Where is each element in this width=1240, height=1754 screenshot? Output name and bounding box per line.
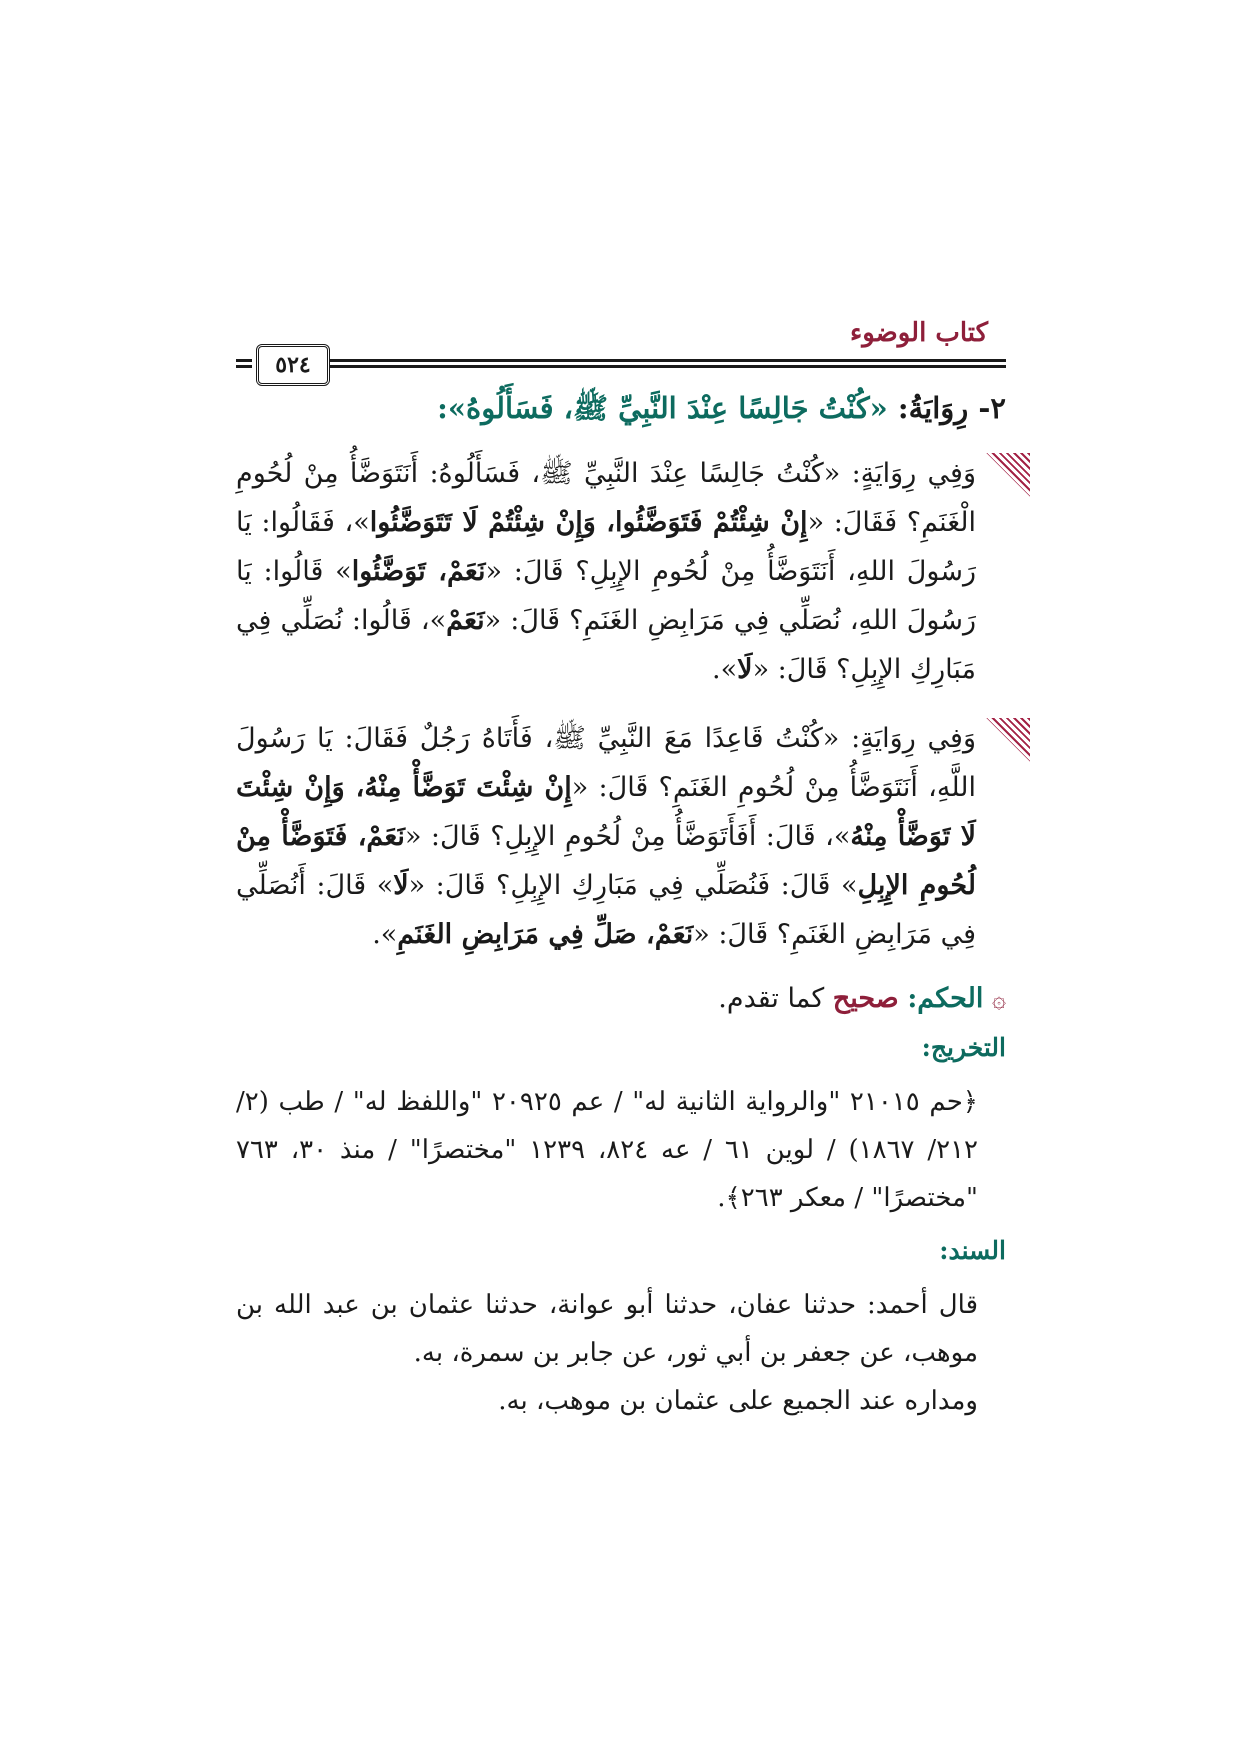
prophet-saying: إِنْ شِئْتَ تَوَضَّأْ مِنْهُ، وَإِنْ شِئْتَ لَا تَوَضَّأْ مِنْهُ <box>236 771 976 852</box>
section-label: رِوَايَةُ: <box>897 391 969 425</box>
prophet-saying: لَا <box>737 653 753 685</box>
section-number: ٢- <box>978 391 1006 425</box>
prophet-saying: نَعَمْ، تَوَضَّئُوا <box>351 555 486 587</box>
narration-text: »، فَقَالُوا: يَا رَسُولَ اللهِ، أَنَتَوَضَّأُ مِنْ لُحُومِ الإِبِلِ؟ قَالَ: « <box>236 506 976 587</box>
prophet-saying: نَعَمْ <box>446 604 485 636</box>
header-rule <box>268 359 1006 362</box>
takhrij-paragraph: ﴿حم ٢١٠١٥ "والرواية الثانية له" / عم ٢٠٩٢٥ "واللفظ له" / طب (٢/ ٢١٢/ ١٨٦٧) / لوين ٦١ / عه ٨٢٤، ١٢٣٩ "مختصرًا" / منذ ٣٠، ٧٦٣ "مختصرًا" / معكر ٢٦٣﴾. <box>236 1087 979 1214</box>
sanad-paragraph: ومداره عند الجميع على عثمان بن موهب، به. <box>498 1386 978 1417</box>
narration-text: ». <box>712 653 738 685</box>
page-header <box>236 318 1006 378</box>
takhrij-text <box>236 1078 1006 1222</box>
narration-block-2 <box>236 714 1006 959</box>
prophet-saying: نَعَمْ، فَتَوَضَّأْ مِنْ لُحُومِ الإِبِلِ <box>236 820 976 901</box>
section-heading <box>236 388 1006 429</box>
narration-text: »، قَالُوا: نُصَلِّي فِي مَبَارِكِ الإِبِلِ؟ قَالَ: « <box>236 604 976 685</box>
book-title: كتاب الوضوء <box>850 318 988 348</box>
narration-text: » قَالَ: فَنُصَلِّي فِي مَبَارِكِ الإِبِلِ؟ قَالَ: « <box>408 869 858 901</box>
narration-text: » قَالُوا: يَا رَسُولَ اللهِ، نُصَلِّي فِي مَرَابِضِ الغَنَمِ؟ قَالَ: « <box>236 555 976 636</box>
header-rule <box>268 365 1006 368</box>
prophet-saying: لَا <box>393 869 409 901</box>
page-number: ٥٢٤ <box>256 344 330 386</box>
sanad-text <box>236 1281 1006 1425</box>
verdict-grade: صحيح <box>832 982 899 1014</box>
section-quote: «كُنْتُ جَالِسًا عِنْدَ النَّبِيِّ ﷺ، فَسَأَلُوهُ»: <box>437 391 888 425</box>
corner-ornament-icon <box>986 453 1030 497</box>
takhrij-heading: التخريج: <box>921 1033 1006 1063</box>
page <box>236 318 1006 1425</box>
narration-text: » قَالَ: أَنُصَلِّي فِي مَرَابِضِ الغَنَمِ؟ قَالَ: « <box>236 869 976 950</box>
header-rule <box>236 359 252 362</box>
corner-ornament-icon <box>986 718 1030 762</box>
verdict-label: الحكم: <box>907 982 984 1014</box>
sanad-heading: السند: <box>939 1236 1006 1266</box>
narration-text: وَفِي رِوَايَةٍ: «كُنْتُ جَالِسًا عِنْدَ النَّبِيِّ ﷺ، فَسَأَلُوهُ: أَنَتَوَضَّأُ مِنْ لُحُومِ الْغَنَمِ؟ فَقَالَ: « <box>236 457 976 538</box>
narration-text: »، قَالَ: أَفَأَتَوَضَّأُ مِنْ لُحُومِ الإِبِلِ؟ قَالَ: « <box>404 820 851 852</box>
narration-text: ». <box>372 918 398 950</box>
narration-text: وَفِي رِوَايَةٍ: «كُنْتُ قَاعِدًا مَعَ النَّبِيِّ ﷺ، فَأَتَاهُ رَجُلٌ فَقَالَ: يَا رَسُولَ اللَّهِ، أَنَتَوَضَّأُ مِنْ لُحُومِ الغَنَمِ؟ قَالَ: « <box>236 722 976 803</box>
prophet-saying: إِنْ شِئْتُمْ فَتَوَضَّئُوا، وَإِنْ شِئْتُمْ لَا تَتَوَضَّئُوا <box>369 506 808 538</box>
prophet-saying: نَعَمْ، صَلِّ فِي مَرَابِضِ الغَنَمِ <box>397 918 694 950</box>
flower-ornament-icon: ۞ <box>991 984 1006 1013</box>
sanad-paragraph: قال أحمد: حدثنا عفان، حدثنا أبو عوانة، حدثنا عثمان بن عبد الله بن موهب، عن جعفر بن أبي ثور، عن جابر بن سمرة، به. <box>236 1290 978 1369</box>
narration-block-1 <box>236 449 1006 694</box>
verdict <box>236 979 1006 1020</box>
header-rule <box>236 365 252 368</box>
verdict-text: كما تقدم. <box>718 982 825 1014</box>
